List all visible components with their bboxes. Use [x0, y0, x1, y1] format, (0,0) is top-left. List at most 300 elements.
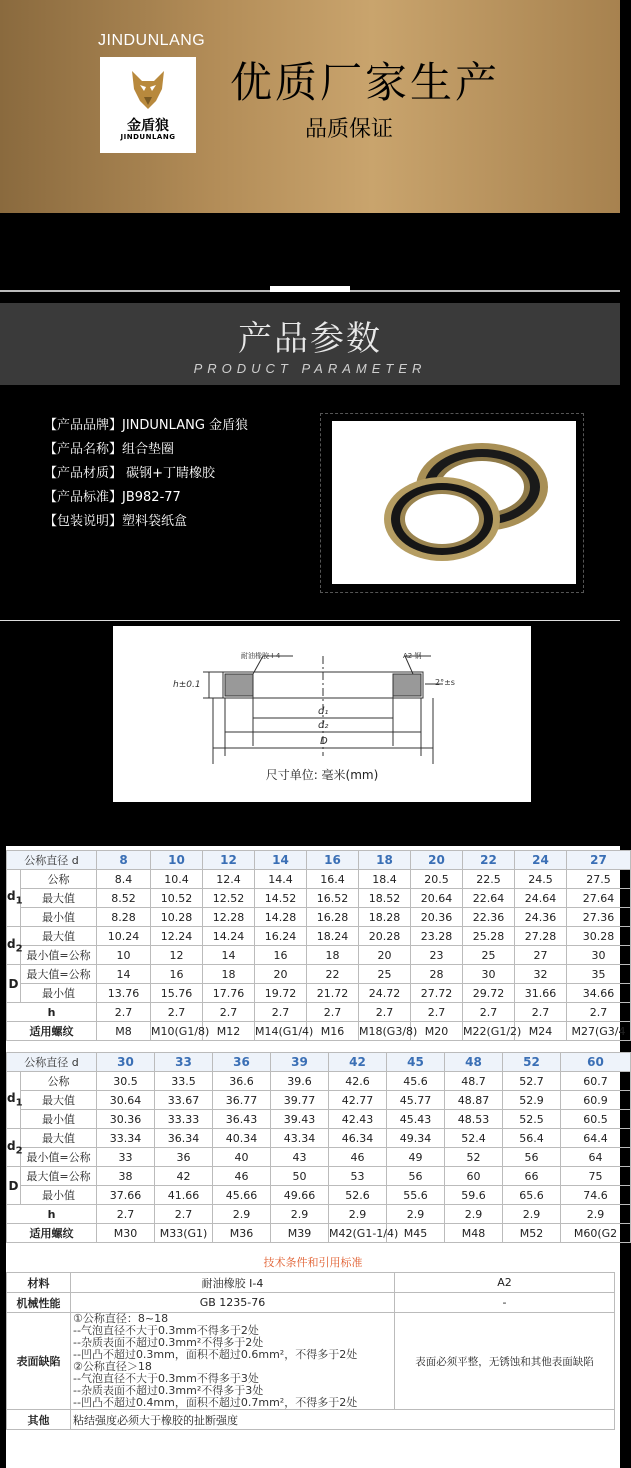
- info-value: 碳钢+丁睛橡胶: [122, 466, 216, 481]
- size-header: 48: [445, 1053, 503, 1072]
- table-cell: 60.9: [561, 1091, 631, 1110]
- table-cell: 30.36: [97, 1110, 155, 1129]
- table-row: [7, 1273, 615, 1293]
- size-header: 8: [97, 851, 151, 870]
- table-cell: 60.7: [561, 1072, 631, 1091]
- table-cell: 38: [97, 1167, 155, 1186]
- row-label: 最大值=公称: [21, 1167, 97, 1186]
- table-cell: 27.72: [411, 984, 463, 1003]
- diameter-header: 公称直径 d: [7, 1053, 97, 1072]
- table-cell: 8.4: [97, 870, 151, 889]
- table-cell: M33(G1): [155, 1224, 213, 1243]
- table-cell: 75: [561, 1167, 631, 1186]
- table-row: [7, 946, 631, 965]
- other-label: 其他: [7, 1410, 71, 1430]
- table-cell: 12.4: [203, 870, 255, 889]
- table-cell: 27.5: [567, 870, 631, 889]
- group-label: $d_1$: [7, 870, 21, 927]
- table-cell: 2.7: [359, 1003, 411, 1022]
- table-cell: 64.4: [561, 1129, 631, 1148]
- table-cell: 15.76: [151, 984, 203, 1003]
- table-cell: 48.7: [445, 1072, 503, 1091]
- table-cell: M42(G1-1/4): [329, 1224, 387, 1243]
- table-cell: 60: [445, 1167, 503, 1186]
- table-cell: 2.7: [515, 1003, 567, 1022]
- section-header: [0, 303, 620, 385]
- table-cell: 22.36: [463, 908, 515, 927]
- table-cell: 21.72: [307, 984, 359, 1003]
- table-cell: M36: [213, 1224, 271, 1243]
- spec-tables: [6, 846, 626, 1468]
- group-subscript: 2: [15, 943, 23, 955]
- row-label: 最大值: [21, 1129, 97, 1148]
- mech-steel: -: [395, 1293, 615, 1313]
- table-cell: 10.52: [151, 889, 203, 908]
- table-cell: 55.6: [387, 1186, 445, 1205]
- table-cell: M12: [203, 1022, 255, 1041]
- table-cell: 49.34: [387, 1129, 445, 1148]
- size-header: 18: [359, 851, 411, 870]
- table-cell: 10.4: [151, 870, 203, 889]
- group-label: D: [7, 1167, 21, 1205]
- table-cell: 25.28: [463, 927, 515, 946]
- size-header: 39: [271, 1053, 329, 1072]
- table-cell: 2.7: [155, 1205, 213, 1224]
- table-cell: 56: [387, 1167, 445, 1186]
- tech-table: [6, 1272, 615, 1430]
- table-cell: 18: [203, 965, 255, 984]
- info-value: 组合垫圈: [122, 442, 175, 457]
- table-row: [7, 889, 631, 908]
- table-header-row: [7, 1053, 631, 1072]
- table-cell: 10.28: [151, 908, 203, 927]
- table-cell: 8.28: [97, 908, 151, 927]
- group-label: $d_1$: [7, 1072, 21, 1129]
- table-cell: 16.4: [307, 870, 359, 889]
- table-cell: 45.43: [387, 1110, 445, 1129]
- table-cell: 39.77: [271, 1091, 329, 1110]
- info-label: 【包装说明】: [44, 514, 123, 529]
- table-cell: 56.4: [503, 1129, 561, 1148]
- defect-line: --气泡直径不大于0.3mm不得多于3处: [73, 1372, 259, 1385]
- size-header: 20: [411, 851, 463, 870]
- table-cell: 10: [97, 946, 151, 965]
- table-cell: 36.34: [155, 1129, 213, 1148]
- defect-line: ②公称直径＞18: [73, 1360, 152, 1373]
- table-cell: 39.6: [271, 1072, 329, 1091]
- table-cell: 48.87: [445, 1091, 503, 1110]
- row-label: 最大值: [21, 1091, 97, 1110]
- table-cell: 29.72: [463, 984, 515, 1003]
- table-cell: 8.52: [97, 889, 151, 908]
- table-cell: 19.72: [255, 984, 307, 1003]
- material-label: 材料: [7, 1273, 71, 1293]
- table-cell: 2.9: [387, 1205, 445, 1224]
- table-cell: 2.7: [567, 1003, 631, 1022]
- group-subscript: 2: [15, 1145, 23, 1157]
- table-row: [7, 1110, 631, 1129]
- group-label: $d_2$: [7, 1129, 21, 1167]
- size-header: 52: [503, 1053, 561, 1072]
- table-cell: M8: [97, 1022, 151, 1041]
- table-cell: 14: [203, 946, 255, 965]
- table-row: [7, 984, 631, 1003]
- table-cell: 2.9: [271, 1205, 329, 1224]
- size-header: 24: [515, 851, 567, 870]
- table-cell: 27.36: [567, 908, 631, 927]
- info-value: JINDUNLANG 金盾狼: [122, 418, 249, 433]
- size-header: 12: [203, 851, 255, 870]
- table-cell: 24.64: [515, 889, 567, 908]
- table-cell: 45.6: [387, 1072, 445, 1091]
- table-row: [7, 908, 631, 927]
- row-label: 适用螺纹: [7, 1022, 97, 1041]
- table-cell: 30: [567, 946, 631, 965]
- row-label: 最小值: [21, 1110, 97, 1129]
- table-cell: 60.5: [561, 1110, 631, 1129]
- info-label: 【产品材质】: [44, 466, 123, 481]
- size-header: 33: [155, 1053, 213, 1072]
- table-row: [7, 870, 631, 889]
- row-label: 公称: [21, 1072, 97, 1091]
- table-header-row: [7, 851, 631, 870]
- d1-label: d₁: [318, 706, 329, 717]
- separator: [0, 620, 620, 621]
- table-cell: 30: [463, 965, 515, 984]
- table-cell: 12.28: [203, 908, 255, 927]
- table-row: [7, 1224, 631, 1243]
- material-rubber: 耐油橡胶 I-4: [71, 1273, 395, 1293]
- mech-rubber: GB 1235-76: [71, 1293, 395, 1313]
- table-cell: 42.43: [329, 1110, 387, 1129]
- defect-line: --凹凸不超过0.3mm，面积不超过0.6mm²，不得多于2处: [73, 1348, 358, 1361]
- row-label: 最小值: [21, 984, 97, 1003]
- unit-label: 尺寸单位: 毫米(mm): [265, 768, 379, 782]
- info-label: 【产品名称】: [44, 442, 123, 457]
- table-row: [7, 927, 631, 946]
- table-row: [7, 1003, 631, 1022]
- size-header: 16: [307, 851, 359, 870]
- table-cell: 24.36: [515, 908, 567, 927]
- table-cell: M18(G3/8): [359, 1022, 411, 1041]
- table-cell: 48.53: [445, 1110, 503, 1129]
- table-cell: 2.9: [213, 1205, 271, 1224]
- table-cell: 20.5: [411, 870, 463, 889]
- table-cell: 45.77: [387, 1091, 445, 1110]
- table-cell: 16: [151, 965, 203, 984]
- table-cell: 41.66: [155, 1186, 213, 1205]
- logo-en: JINDUNLANG: [120, 133, 176, 141]
- row-label: 公称: [21, 870, 97, 889]
- table-cell: 16.52: [307, 889, 359, 908]
- table-cell: 33.34: [97, 1129, 155, 1148]
- table-row: [7, 1313, 615, 1410]
- spec-table-2: [6, 1052, 631, 1243]
- size-header: 45: [387, 1053, 445, 1072]
- table-cell: 25: [463, 946, 515, 965]
- table-cell: 36.6: [213, 1072, 271, 1091]
- rubber-label: 耐油橡胶 I-4: [241, 652, 281, 660]
- table-cell: 42.77: [329, 1091, 387, 1110]
- table-cell: 40.34: [213, 1129, 271, 1148]
- size-header: 10: [151, 851, 203, 870]
- table-cell: 14.4: [255, 870, 307, 889]
- table-cell: 42: [155, 1167, 213, 1186]
- table-cell: 36.77: [213, 1091, 271, 1110]
- table-cell: 27.28: [515, 927, 567, 946]
- table-cell: 14.52: [255, 889, 307, 908]
- table-cell: 12.24: [151, 927, 203, 946]
- table-cell: 36: [155, 1148, 213, 1167]
- info-row: [44, 510, 248, 534]
- table-cell: 66: [503, 1167, 561, 1186]
- table-cell: 16.24: [255, 927, 307, 946]
- defect-line: --杂质表面不超过0.3mm²不得多于3处: [73, 1384, 264, 1397]
- table-cell: 45.66: [213, 1186, 271, 1205]
- size-header: 22: [463, 851, 515, 870]
- table-cell: 42.6: [329, 1072, 387, 1091]
- table-cell: 40: [213, 1148, 271, 1167]
- h-label: h±0.1: [173, 680, 201, 690]
- table-cell: 2.7: [97, 1003, 151, 1022]
- row-label: 最大值: [21, 927, 97, 946]
- table-cell: 49: [387, 1148, 445, 1167]
- brand-name: JINDUNLANG: [98, 32, 206, 49]
- info-value: 塑料袋纸盒: [122, 514, 188, 529]
- table-cell: 10.24: [97, 927, 151, 946]
- defect-line: --凹凸不超过0.4mm，面积不超过0.7mm²，不得多于2处: [73, 1396, 358, 1409]
- info-value: JB982-77: [122, 490, 181, 505]
- table-cell: 46.34: [329, 1129, 387, 1148]
- table-cell: 20.36: [411, 908, 463, 927]
- info-label: 【产品标准】: [44, 490, 123, 505]
- table-cell: M60(G2: [561, 1224, 631, 1243]
- table-row: [7, 1022, 631, 1041]
- table-cell: 30.28: [567, 927, 631, 946]
- row-label: 最大值: [21, 889, 97, 908]
- table-cell: M48: [445, 1224, 503, 1243]
- tech-title: 技术条件和引用标准: [263, 1256, 363, 1269]
- table-cell: 14.28: [255, 908, 307, 927]
- table-cell: 39.43: [271, 1110, 329, 1129]
- size-header: 60: [561, 1053, 631, 1072]
- table-cell: 52.9: [503, 1091, 561, 1110]
- table-cell: M24: [515, 1022, 567, 1041]
- table-cell: 52: [445, 1148, 503, 1167]
- table-cell: 18.52: [359, 889, 411, 908]
- table-cell: 30.5: [97, 1072, 155, 1091]
- table-cell: 50: [271, 1167, 329, 1186]
- surface-steel: 表面必须平整，无锈蚀和其他表面缺陷: [395, 1313, 615, 1410]
- table-cell: 18.28: [359, 908, 411, 927]
- table-cell: 18.24: [307, 927, 359, 946]
- header-banner: [0, 0, 620, 213]
- table-cell: M22(G1/2): [463, 1022, 515, 1041]
- info-row: [44, 486, 248, 510]
- table-row: [7, 965, 631, 984]
- table-cell: 2.7: [307, 1003, 359, 1022]
- table-row: [7, 1410, 615, 1430]
- table-cell: 27.64: [567, 889, 631, 908]
- angle-label: 2°±s: [435, 678, 455, 687]
- size-header: 30: [97, 1053, 155, 1072]
- table-cell: 33.33: [155, 1110, 213, 1129]
- table-cell: 12: [151, 946, 203, 965]
- table-cell: 36.43: [213, 1110, 271, 1129]
- table-cell: 2.9: [503, 1205, 561, 1224]
- table-cell: 2.9: [329, 1205, 387, 1224]
- table-cell: 16.28: [307, 908, 359, 927]
- table-cell: 59.6: [445, 1186, 503, 1205]
- table-cell: 33.67: [155, 1091, 213, 1110]
- table-row: [7, 1205, 631, 1224]
- row-label: 最小值=公称: [21, 946, 97, 965]
- table-cell: 23.28: [411, 927, 463, 946]
- table-cell: 37.66: [97, 1186, 155, 1205]
- table-row: [7, 1167, 631, 1186]
- row-label: 适用螺纹: [7, 1224, 97, 1243]
- table-cell: 56: [503, 1148, 561, 1167]
- product-info-list: [44, 414, 248, 534]
- table-cell: 33.5: [155, 1072, 213, 1091]
- group-label: D: [7, 965, 21, 1003]
- table-row: [7, 1072, 631, 1091]
- table-cell: 43.34: [271, 1129, 329, 1148]
- table-cell: 32: [515, 965, 567, 984]
- table-cell: 20: [359, 946, 411, 965]
- logo: [100, 57, 196, 153]
- banner-subtitle: 品质保证: [305, 117, 394, 142]
- table-cell: 20: [255, 965, 307, 984]
- table-cell: 14.24: [203, 927, 255, 946]
- info-label: 【产品品牌】: [44, 418, 123, 433]
- table-cell: 52.7: [503, 1072, 561, 1091]
- logo-cn: 金盾狼: [127, 118, 169, 134]
- table-cell: 2.7: [203, 1003, 255, 1022]
- table-cell: 31.66: [515, 984, 567, 1003]
- row-label: 最小值: [21, 1186, 97, 1205]
- table-cell: 17.76: [203, 984, 255, 1003]
- table-cell: M52: [503, 1224, 561, 1243]
- table-cell: M16: [307, 1022, 359, 1041]
- group-subscript: 1: [15, 1097, 23, 1109]
- section-title-en: PRODUCT PARAMETER: [193, 361, 427, 376]
- table-cell: 2.9: [561, 1205, 631, 1224]
- table-cell: 49.66: [271, 1186, 329, 1205]
- info-row: [44, 462, 248, 486]
- table-cell: 18: [307, 946, 359, 965]
- size-header: 27: [567, 851, 631, 870]
- technical-drawing: [113, 626, 531, 802]
- table-cell: M14(G1/4): [255, 1022, 307, 1041]
- d2-label: d₂: [318, 720, 329, 731]
- table-cell: 53: [329, 1167, 387, 1186]
- table-cell: 43: [271, 1148, 329, 1167]
- table-cell: 46: [329, 1148, 387, 1167]
- table-cell: 2.7: [411, 1003, 463, 1022]
- table-cell: 46: [213, 1167, 271, 1186]
- table-cell: 22.64: [463, 889, 515, 908]
- table-cell: 30.64: [97, 1091, 155, 1110]
- row-label: 最小值: [21, 908, 97, 927]
- divider-accent: [270, 286, 350, 292]
- size-header: 14: [255, 851, 307, 870]
- banner-title: 优质厂家生产: [230, 58, 501, 107]
- table-cell: 52.4: [445, 1129, 503, 1148]
- table-cell: M27(G3/4: [567, 1022, 631, 1041]
- group-label: $d_2$: [7, 927, 21, 965]
- defect-line: --杂质表面不超过0.3mm²不得多于2处: [73, 1336, 264, 1349]
- washer-photo-icon: [332, 421, 576, 584]
- table-cell: 33: [97, 1148, 155, 1167]
- table-cell: 28: [411, 965, 463, 984]
- table-cell: 65.6: [503, 1186, 561, 1205]
- table-row: [7, 1091, 631, 1110]
- group-subscript: 1: [15, 895, 23, 907]
- surface-label: 表面缺陷: [7, 1313, 71, 1410]
- size-header: 36: [213, 1053, 271, 1072]
- size-header: 42: [329, 1053, 387, 1072]
- table-cell: 35: [567, 965, 631, 984]
- table-cell: 23: [411, 946, 463, 965]
- row-label: 最大值=公称: [21, 965, 97, 984]
- table-cell: 2.7: [463, 1003, 515, 1022]
- table-cell: 24.72: [359, 984, 411, 1003]
- table-cell: M20: [411, 1022, 463, 1041]
- table-cell: M39: [271, 1224, 329, 1243]
- table-cell: 64: [561, 1148, 631, 1167]
- other-text: 粘结强度必须大于橡胶的扯断强度: [71, 1410, 615, 1430]
- table-cell: M10(G1/8): [151, 1022, 203, 1041]
- steel-label: A2 钢: [403, 652, 422, 660]
- table-cell: 14: [97, 965, 151, 984]
- material-steel: A2: [395, 1273, 615, 1293]
- spec-table-1: [6, 850, 631, 1041]
- mech-label: 机械性能: [7, 1293, 71, 1313]
- table-row: [7, 1129, 631, 1148]
- section-title: 产品参数: [238, 319, 382, 359]
- table-cell: 16: [255, 946, 307, 965]
- table-cell: 27: [515, 946, 567, 965]
- defect-line: --气泡直径不大于0.3mm不得多于2处: [73, 1324, 259, 1337]
- table-cell: 22.5: [463, 870, 515, 889]
- table-cell: 18.4: [359, 870, 411, 889]
- surface-rubber: [71, 1313, 395, 1410]
- diameter-header: 公称直径 d: [7, 851, 97, 870]
- table-row: [7, 1293, 615, 1313]
- table-cell: 24.5: [515, 870, 567, 889]
- defect-line: ①公称直径：8~18: [73, 1312, 169, 1325]
- D-label: D: [320, 736, 328, 747]
- row-label: h: [7, 1003, 97, 1022]
- table-cell: M30: [97, 1224, 155, 1243]
- table-cell: 2.7: [151, 1003, 203, 1022]
- table-cell: 22: [307, 965, 359, 984]
- table-cell: 2.7: [255, 1003, 307, 1022]
- wolf-logo-icon: [126, 67, 170, 111]
- table-cell: 74.6: [561, 1186, 631, 1205]
- table-cell: 2.9: [445, 1205, 503, 1224]
- table-cell: 13.76: [97, 984, 151, 1003]
- table-cell: 2.7: [97, 1205, 155, 1224]
- table-cell: 52.6: [329, 1186, 387, 1205]
- table-cell: 20.28: [359, 927, 411, 946]
- table-cell: 25: [359, 965, 411, 984]
- table-row: [7, 1148, 631, 1167]
- table-cell: 20.64: [411, 889, 463, 908]
- table-cell: 34.66: [567, 984, 631, 1003]
- product-photo: [332, 421, 576, 584]
